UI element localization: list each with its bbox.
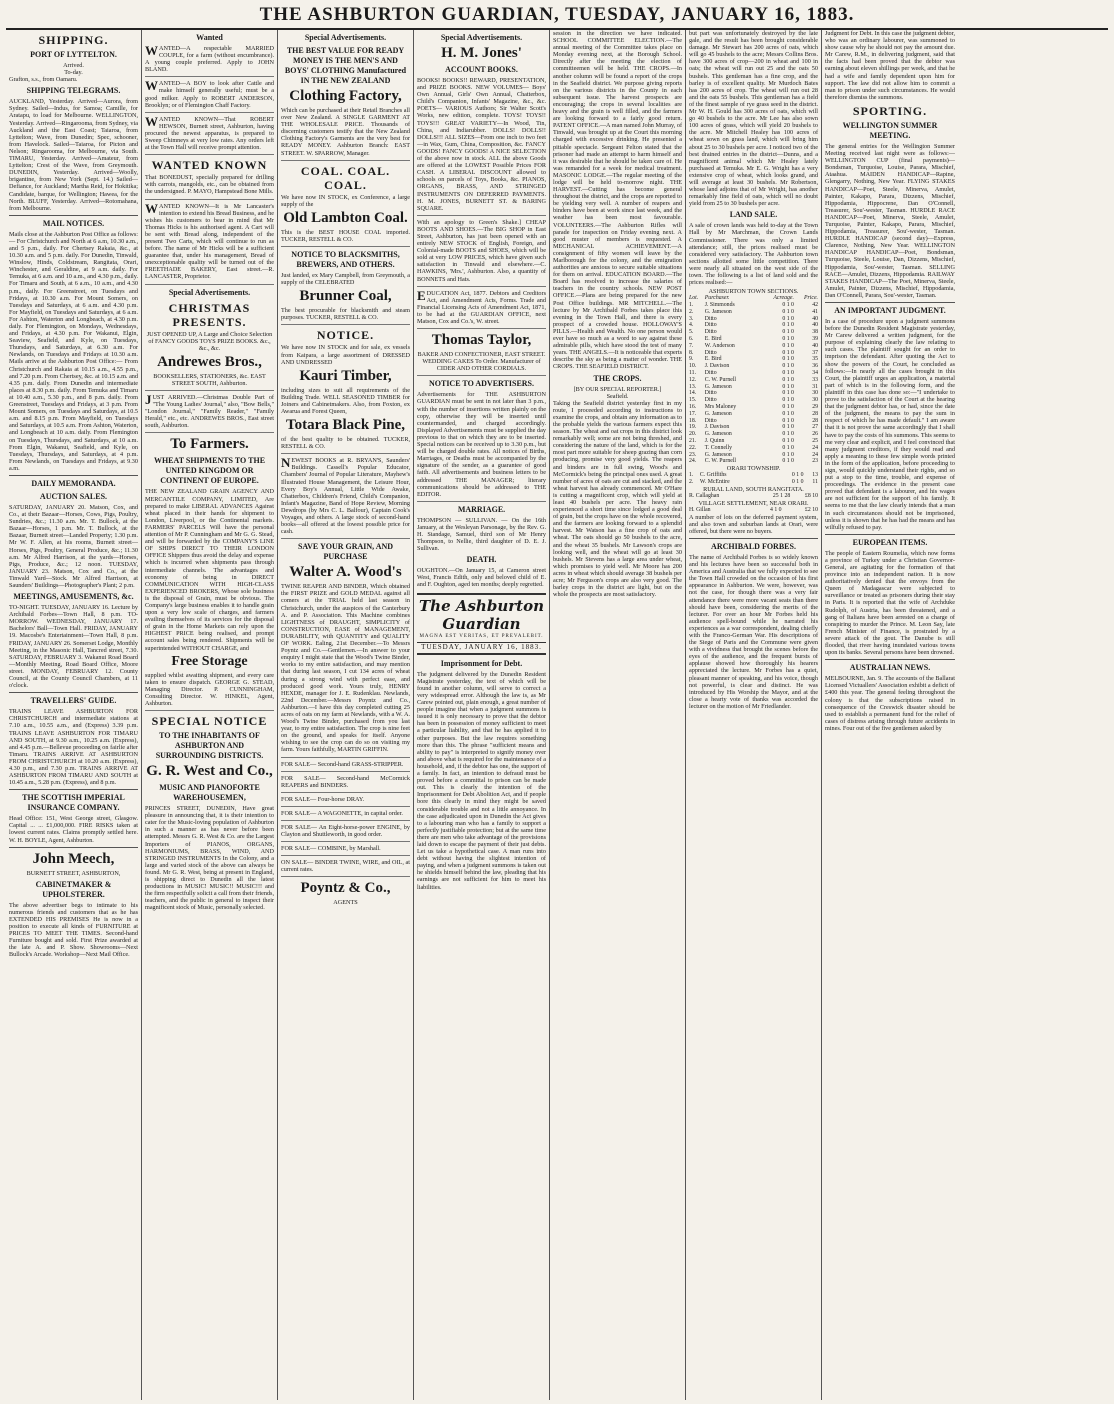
marriage-heading: MARRIAGE. [457, 504, 506, 514]
table-cell: 14. [689, 390, 697, 397]
table-cell: 25 1 28 [772, 492, 791, 499]
forbes-text: The name of Archibald Forbes is so widely known and his lectures have been so successful both in America and Australia that we fully expected to see the Town Hall crowded on the occasion of his first appearance in Ashburton. We were, however, was not the case, for though there was a very fair attendance there were more vacant seats than there should have been, considering the merits of the lecturer. For over an hour Mr Forbes held his audience spell-bound while he narrated his experiences as a war correspondent, dealing chiefly with the Franco-German War. His descriptions of the Siege of Paris and the Commune were given with a vividness that brought the scenes before the eyes of the audience, and the frequent bursts of applause showed how thoroughly his hearers appreciated the lecture. Mr Forbes has a quiet, pleasant manner of speaking, and his voice, though not powerful, is clear and distinct. He was introduced by His Worship the Mayor, and at the close a hearty vote of thanks was accorded the lecturer on the motion of Mr Friedlander. [689, 553, 818, 710]
table-row [689, 316, 818, 323]
table-cell: E. Bird [704, 336, 722, 343]
crops-text: Taking the Seafield district yesterday first in my route, I proceeded according to instructions to examine the crops, and obtain any information as to the probable yields the various farmers expect this season. The wheat and oat crops in this district look remarkably well; some are not being threshed, and considering the nature of the land, which is for the most part more suitable for sheep grazing than corn producing, promise very good yields. The reapers and binders are in full swing, Wood's and McCormick's being the principal ones used. A great number of acres of oats are cut and stacked, and the wheat harvest has already commenced. Mr O'Hare is cutting a magnificent crop, which will yield at least 40 bushels per acre. The heavy rain experienced a short time since lodged a good deal of grain, but the crops have on the whole recovered, and the farmers are looking forward to a splendid harvest. Mr Watson has a fine crop of oats and wheat. The oats should go 50 bushels to the acre, and the wheat 35 bushels. Mr Lawson's crops are looking well, and the wheat will go at least 30 bushels. Mr Stevens has a large area under wheat, which promises to yield well. Mr Moore has 200 acres in wheat which should average 38 bushels per acre; Mr Ferguson's crops are also very good. The barley crops in the district are light, but on the whole the prospects are most satisfactory. [553, 399, 682, 599]
european-heading: EUROPEAN ITEMS. [852, 537, 928, 547]
table-cell: 17. [689, 410, 697, 417]
table-cell: 0 1 0 [782, 417, 794, 424]
village-table [689, 507, 818, 514]
for-sale-1: FOR SALE— Second-hand GRASS-STRIPPER. [281, 761, 410, 772]
blacksmiths-notice-text: Just landed, ex Mary Campbell, from Greymouth, a supply of the CELEBRATED [281, 272, 410, 287]
wood-name: Walter A. Wood's [289, 564, 402, 581]
rural-heading: RURAL LAND, SOUTH RANGITATA. [703, 485, 804, 493]
table-row [689, 363, 818, 370]
table-cell: 0 1 0 [782, 390, 794, 397]
mail-text: Mails close at the Ashburton Post Office as follows:— For Christchurch and North at 6 a.m, 10.30 a.m., and 5 p.m., daily. For Chertsey Rakaia, &c., at 10.30 a.m. and 5 p.m. daily. For Dunedin, Tinwald, Winslow, Hinds, Coldstream, Rangitata, Orari, Winchester, and Geraldine, at 9 a.m. daily. For Temuka, at 6 a.m. and 10 a.m., and 4.30 p.m., daily. For Timaru and South, at 6 a.m., 10 a.m., and 4.30 p.m., daily. For Greenstreet, on Tuesdays and Fridays, at 10.30 a.m. For Mount Somers, on Tuesdays and Saturdays, at 6 a.m. and 4.30 p.m. For Mayfield, on Tuesdays and Saturdays, at 6 a.m. For Ashton, Waterton and Longbeach, at 4.30 p.m. daily. For Flemington, on Mondays, Wednesdays, and Fridays, at 4.30 p.m. For Wakanui, Elgin, Seaview, Seafield, and Kyle, on Tuesdays, Thursdays, and Saturdays, at 6.30 a.m. For Newlands, on Tuesdays and Fridays at 10.30 a.m. Mails arrive at the Ashburton Post Office:— From Christchurch and Rakaia at 10.15 a.m., 4.55 p.m., and 7.20 p.m. From Chertsey, &c. at 10.15 a.m. and 4.35 p.m. daily. From Dunedin and intermediate places at 8.30 p.m. daily. From Temuka and Timaru at 10.40 a.m., 5.30 p.m., and 8 p.m. daily. From Greenstreet, Tuesdays and Fridays, at 3 p.m. From Mount Somers, on Tuesdays and Saturdays, at 10.5 a.m. and 8.15 p.m. From Mayfield, on Tuesdays and Saturdays, at 10.5 a.m. From Ashton, Waterton, and Longbeach at 10 a.m. daily. From Flemington on Tuesdays, Thursdays, and Saturdays, at 10 a.m. From Elgin, Wakanui, Seafield, and Kyle, on Tuesdays, Thursdays, and Saturdays, at 4 p.m. From Newlands, on Tuesdays and Fridays, at 9.30 a.m. [9, 230, 138, 472]
notice-heading: NOTICE. [316, 328, 375, 343]
rural-table [689, 493, 818, 500]
table-cell: 0 1 0 [782, 376, 794, 383]
wanted-ad-2: WANTED—A BOY to look after Cattle and make himself generally useful; must be a good milker. Apply to ROBERT ANDERSON, Brooklyn; or of Flemington Chaff Factory. [145, 80, 274, 112]
table-cell: 18. [689, 417, 697, 424]
orari-table [689, 472, 818, 486]
table-cell: 1. [689, 472, 694, 479]
leader-heading: Imprisonment for Debt. [440, 658, 523, 668]
village-heading: VILLAGE SETTLEMENT, NEAR ORARI. [698, 499, 809, 507]
table-row [689, 390, 818, 397]
memo-heading: DAILY MEMORANDA. [31, 478, 116, 488]
table-cell: 0 1 0 [782, 329, 794, 336]
wanted-ad-3: WANTED KNOWN—That ROBERT HEWSON, Burnett street, Ashburton, having procured the newest apparatus, is prepared to Sweep Chimneys at very low rates. Any orders left at the Town Hall will receive prompt attention. [145, 116, 274, 155]
table-cell: 40 [812, 315, 818, 322]
storage-heading: Free Storage [171, 653, 248, 669]
table-cell: 0 1 0 [782, 438, 794, 445]
table-cell: G. Jameson [704, 308, 732, 315]
table-row [689, 377, 818, 384]
table-row [689, 424, 818, 431]
table-cell: 0 1 0 [782, 336, 794, 343]
wanted-ad-1: WANTED—A respectable MARRIED COUPLE, for a farm (without encumbrance). A young couple preferred. Apply to JOHN BLAND. [145, 45, 274, 77]
table-cell: 0 1 0 [782, 370, 794, 377]
table-cell: 22. [689, 444, 697, 451]
column-2 [142, 30, 278, 1400]
save-grain-heading: SAVE YOUR GRAIN, AND PURCHASE [297, 542, 394, 562]
table-cell: 0 1 0 [782, 444, 794, 451]
advertisers-text: Advertisements for THE ASHBURTON GUARDIAN must be sent in not later than 3 p.m., with the number of insertions written plainly on the copy, otherwise they will be inserted until countermanded, and charged accordingly. Displayed Advertisements must be supplied the day previous to that on which they are to be inserted. Special notices can be received up to 3.30 p.m., but will be charged double rates. All notices of Births, Marriages, or Deaths must be accompanied by the signature of the sender, as a guarantee of good faith. All advertisements and business letters to be addressed THE MANAGER; literary communications should be addressed to THE EDITOR. [417, 391, 546, 501]
table-row [689, 350, 818, 357]
table-row [689, 404, 818, 411]
table-cell: C. W. Purnell [704, 376, 737, 383]
crops-place: Seafield. [606, 392, 629, 400]
coal-heading: COAL. COAL. COAL. [300, 163, 391, 192]
table-row [689, 397, 818, 404]
australian-heading: AUSTRALIAN NEWS. [849, 663, 931, 673]
christmas-heading: CHRISTMAS PRESENTS. [168, 300, 251, 329]
table-cell: 23. [689, 451, 697, 458]
table-cell: 24. [689, 458, 697, 465]
lambton-coal-text: This is the BEST HOUSE COAL imported. TUCKER, RESTELL & CO. [281, 229, 410, 247]
table-cell: 0 1 0 [782, 451, 794, 458]
table-cell: G. Jameson [704, 410, 732, 417]
wanted-ad-4: That BONEDUST, specially prepared for drilling with carrots, mangolds, etc., can be obtained from the undersigned. P. MAYO, Hampstead Bone Mills. [145, 174, 274, 199]
table-cell: 13 [812, 472, 818, 479]
crops-continued-text: but part was unfortunately destroyed by the late gale, and the result has been brought considerable damage. Mr Stewart has 200 acres of oats, which will go 45 bushels to the acre; Messrs Collins Bros. have 300 acres of crop—200 in wheat and 100 in oats; the wheat will run out 25 and the oats 50 bushels. This gentleman has a fine crop, and the barley is of excellent quality. Mr Murdoch Bates has 200 acres of crop. The wheat will run out 28 and the oats 55 bushels. This gentleman has a field of the finest sample of rye grass seed in the district. Mr W. H. Gould has 300 acres of oats, which will go 40 bushels to the acre. Mr Lee has also sown 100 acres of grass, which will yield 20 bushels to the acre. Mr Mitchell Healey has 100 acres of wheat sown on grass land, which will bring him about 25 to 30 bushels per acre. I noticed two of the best drained entries in the district—Dunns, and a magnificent animal which Mr Healey lately purchased at Temuka. Mr E. G. Wright has a very extensive crop of wheat, which looks grand, and will average at least 30 bushels. Mr Robertson, whose land adjoins that of Mr Wright, has another remarkably fine field of oats, which will no doubt yield from 25 to 30 bushels per acre. [689, 30, 818, 208]
table-header-cell: Lot. [689, 295, 699, 302]
blacksmiths-notice-heading: NOTICE TO BLACKSMITHS, BREWERS, AND OTHERS. [291, 250, 400, 270]
table-row [689, 438, 818, 445]
special-notice-heading: SPECIAL NOTICE [151, 714, 268, 729]
crops-sub: [BY OUR SPECIAL REPORTER.] [573, 385, 662, 393]
table-cell: 41 [812, 308, 818, 315]
intel-heading: SHIPPING TELEGRAMS. [26, 86, 121, 96]
wanted-ad-5: WANTED KNOWN—It is Mr Lancaster's intention to extend his Bread Business, and he wishes his customers to bear in mind that Mr Thomas Hicks is his authorised agent. A Cart will be sent with Bread along, independent of the present Two Carts, which will continue to run as before. The name of Mr Hicks will be a sufficient guarantee that, under his management, Bread of unexceptionable quality will be turned out of the FREETHADE BAKERY, East street.—R. LANCASTER, Proprietor. [145, 203, 274, 285]
table-cell: J. Quinn [704, 438, 725, 445]
table-cell: G. Jameson [704, 383, 732, 390]
special-notice-sub: TO THE INHABITANTS OF ASHBURTON AND SURROUNDING DISTRICTS. [155, 731, 264, 761]
table-cell: 38 [812, 329, 818, 336]
columns [6, 30, 1108, 1400]
table-cell: 35 [812, 356, 818, 363]
column-5 [550, 30, 686, 1400]
land-sale-table [689, 295, 818, 465]
table-cell: 33 [812, 376, 818, 383]
table-cell: 12. [689, 376, 697, 383]
local-news-text: session in the direction we have indicated. SCHOOL COMMITTEE ELECTION.—The annual meeting of the Committee takes place on Monday evening next, at the Borough School. Directly after the meeting the election of committeemen will be held. THE CROPS.—In another column will be found a report of the crops in the Seafield district. We purpose giving reports on the various districts in the County in each subsequent issue. The harvest prospects are encouraging; the crops in several localities are heavy and the grain is well filled, and the farmers are looking forward to a fairly good return. PATENT OFFICE.—A man named John Murray, of Tinwald, was brought up at the Court this morning charged with excessive drinking. He presented a pitiable spectacle. Sergeant Felton stated that the prisoner had made an attempt to harm himself and it was desirable that he should be taken care of. He was remanded for a week for medical treatment. MASONIC LODGE.—The regular meeting of the lodge will be held to-morrow night. THE HARVEST.—Cutting has become general throughout the district, and the crops are reported to be yielding very well. A number of reapers and binders have been at work since last week, and the weather has been most favourable. VOLUNTEERS.—The Ashburton Rifles will parade for inspection on Friday evening next. A good muster of members is requested. A MECHANICAL ACHIEVEMENT.—A consignment of fifty women will leave by the Marlborough for the colony, and the emigration authorities are anxious to secure suitable situations for them on arrival. EDUCATION BOARD.—The Board has resolved to increase the salaries of teachers in the country schools. NEW POST OFFICE.—Plans are being prepared for the new Post Office buildings. MR MITCHELL.—The lecture by Mr Archibald Forbes takes place this evening in the Town Hall, and there is every prospect of a crowded house. HOLLOWAY'S PILLS.—Health and Wealth. No one person would ever have so much as a word to say against these admirable pills, which have stood the test of many years. THE ANGELS.—It is noticeable that experts describe the sky as being a matter of wonder. THE CROPS. THE SEAFIELD DISTRICT. [553, 30, 682, 371]
table-cell: 0 1 0 [782, 315, 794, 322]
land-sale-text: A sale of crown lands was held to-day at the Town Hall by Mr Marchman, the Crown Lands Commissioner. There was only a limited attendance; still, the prices realised must be considered very satisfactory. The Ashburton town sections allotted some little competition. There were nearly all situated on the west side of the town. The following is a list of land sold and the prices realised:— [689, 222, 818, 287]
table-cell: 37 [812, 349, 818, 356]
table-row [689, 445, 818, 452]
wellington-meeting-heading: WELLINGTON SUMMER MEETING. [842, 120, 938, 140]
meetings-heading: MEETINGS, AMUSEMENTS, &c. [13, 592, 134, 602]
masthead: THE ASHBURTON GUARDIAN, TUESDAY, JANUARY 16, 1883. [6, 4, 1108, 30]
table-cell: 23 [812, 458, 818, 465]
column-4 [414, 30, 550, 1400]
orari-heading: ORARI TOWNSHIP. [726, 465, 781, 473]
divider [9, 692, 138, 693]
for-sale-3: FOR SALE— Four-horse DRAY. [281, 796, 410, 807]
meech-trade: CABINETMAKER & UPHOLSTERER. [35, 879, 112, 899]
forbes-heading: ARCHIBALD FORBES. [711, 541, 796, 551]
for-sale-6: FOR SALE— COMBINE, by Marshall. [281, 845, 410, 856]
table-row [689, 458, 818, 465]
sporting-heading: SPORTING. [852, 103, 928, 118]
paper-date: TUESDAY, JANUARY 16, 1883. [417, 642, 546, 651]
table-cell: 28 [812, 410, 818, 417]
table-cell: G. Jameson [704, 451, 732, 458]
table-row [689, 472, 818, 479]
table-cell: R. Callaghan [689, 492, 720, 499]
guide-text: TRAINS LEAVE ASHBURTON FOR CHRISTCHURCH and intermediate stations at 7.10 a.m., 10.55 a.m., and (Express) 3.39 p.m. TRAINS LEAVE ASHBURTON FOR TIMARU AND SOUTH, at 9.30 a.m., 10.25 a.m. (Express), and 4.45 p.m.—Bellevue proceeding on fairlie after Timaru. TRAINS ARRIVE AT ASHBURTON FROM CHRISTCHURCH at 10.20 a.m. (Express), 4.30 p.m., and 7.30 p.m. TRAINS ARRIVE AT ASHBURTON FROM TIMARU AND SOUTH at 10.45 a.m., 5.28 p.m. (Express), and 8 p.m. [9, 708, 138, 787]
taylor-name: Thomas Taylor, [431, 332, 532, 349]
table-cell: 0 1 0 [782, 342, 794, 349]
totara-name: Totara Black Pine, [285, 417, 406, 434]
divider [825, 534, 955, 535]
best-value-heading: THE BEST VALUE FOR READY MONEY IS THE MEN'S AND BOYS' CLOTHING Manufactured IN THE NEW ZEALAND [284, 46, 407, 85]
table-cell: 31 [812, 383, 818, 390]
table-row [689, 418, 818, 425]
table-cell: Ditto [704, 417, 717, 424]
table-cell: 34 [812, 370, 818, 377]
andrewes-text: BOOKSELLERS, STATIONERS, &c. EAST STREET SOUTH, Ashburton. [145, 373, 274, 391]
table-row [689, 302, 818, 309]
table-cell: 42 [812, 302, 818, 309]
table-cell: 36 [812, 363, 818, 370]
table-cell: 30 [812, 390, 818, 397]
european-text: The people of Eastern Roumelia, which now forms a province of Turkey under a Christian Governor-General, are agitating for the formation of that province into an independent nation. It is now authoritatively denied that the envoys from the Queen of Madagascar were subjected to surveillance or treated as prisoners during their stay in Paris. It is reported that the wife of Archduke Rudolph, of Austria, has been threatened, and a gang of Italians have been arrested on a charge of conspiring to murder the Prince. M. Leon Say, late French Minister of Finance, is prostrated by a severe attack of the gout. The Danube is still flooded, that river having inundated various towns upon its banks. Several persons have been drowned. [825, 549, 955, 657]
table-cell: 26 [812, 431, 818, 438]
advertisers-heading: NOTICE TO ADVERTISERS. [428, 379, 534, 389]
divider [689, 538, 818, 539]
insurance-heading: THE SCOTTISH IMPERIAL INSURANCE COMPANY. [22, 793, 125, 813]
table-cell: Mrs Maloney [704, 404, 737, 411]
taylor-text: BAKER AND CONFECTIONER, EAST STREET. WEDDING CAKES To Order. Manufacturer of CIDER AND OTHER CORDIALS. [417, 351, 546, 376]
table-cell: 0 1 0 [782, 302, 794, 309]
table-cell: 0 1 0 [782, 397, 794, 404]
table-row [689, 431, 818, 438]
jones-text: BOOKS! BOOKS!! REWARD, PRESENTATION, and PRIZE BOOKS. NEW VOLUMES— Boys' Own Annual, Girls' Own Annual, Chatterbox, Child's Companion, Infants' Magazine, &c., &c. POETS— VARIOUS Authors; Sir Walter Scott's Works, new edition, complete. TOYS! TOYS!! TOYS!!! GREAT VARIETY—In Wood, Tin, China, and Indiarubber. DOLLS! DOLLS!! DOLLS!!! ALL SIZES—From one inch to two feet—in Wax, Gum, China, Composition, &c. FANCY GOODS! FANCY GOODS! A NICE SELECTION of the above now in stock. ALL the above Goods are offered at the LOWEST Possible Prices FOR CASH. A LIBERAL DISCOUNT allowed to schools on parcels of Toys, Books, &c. PIANOS, ORGANS, BRASS, AND STRINGED INSTRUMENTS ON DEFERRED PAYMENTS. H. M. JONES, BURNETT ST. & BARING SQUARE. [417, 77, 546, 216]
for-sale-5: FOR SALE— An Eight-horse-power ENGINE, by Clayton and Shuttleworth, in good order. [281, 824, 410, 842]
cheap-boots-text: With an apology to Green's Shake.] CHEAP BOOTS AND SHOES.—The BIG SHOP in East Street, Ashburton, has just been opened with an entirely NEW STOCK of English, Foreign, and Colonial-made BOOTS and SHOES, which will be sold at very LOW PRICES, which have given such satisfaction in Tinwald and elsewhere.—C. HAWKINS, 'Mrs.', Ashburton. Also, a quantity of BONNETS and Hats. [417, 219, 546, 287]
table-cell: 1. [689, 302, 694, 309]
column-1 [6, 30, 142, 1400]
table-cell: 2. [689, 479, 694, 486]
table-cell: Ditto [704, 370, 717, 377]
table-cell: 16. [689, 404, 697, 411]
table-cell: 11. [689, 370, 697, 377]
table-cell: C. Griffiths [699, 472, 727, 479]
wood-text: TWINE REAPER AND BINDER, Which obtained the FIRST PRIZE and GOLD MEDAL against all comers at the TRIAL held last season in Christchurch, under the auspices of the Canterbury A. and P. Association. This Machine combines LIGHTNESS of DRAUGHT, SIMPLICITY of CONSTRUCTION, EASE of MANAGEMENT, DURABILITY, with QUANTITY and QUALITY OF WORK. Ealing, 21st December.—To Messrs Poyntz and Co.—Gentlemen.—In answer to your enquiry I might state that the Wood's Twine Binder, works to my entire satisfaction, and may mention that during last season, I cut 134 acres of wheat during a strong wind with perfect ease, and produced good work. Yours truly, HENRY HEXDE, manager for J. E. Rudenklau. Newlands, 22nd December.—Messrs Poyntz and Co., Ashburton.—I have this day completed cutting 25 acres of oats on my farm at Newlands, with a W. A. Wood's Twine Binder, purchased from you last year, to my entire satisfaction. The crop is nine feet on the ground, and speaks for itself. Anyone wishing to see the crop can do so on visiting my farm. Yours faithfully, MARTIN GRIFFIN. [281, 583, 410, 757]
table-cell: 0 1 0 [782, 458, 794, 465]
table-cell: 11 [812, 479, 818, 486]
crops-heading: THE CROPS. [593, 373, 642, 383]
table-row [689, 370, 818, 377]
meetings-text: TO-NIGHT. TUESDAY, JANUARY 16. Lecture by Archibald Forbes—Town Hall, 8 p.m. TO-MORROW. WEDNESDAY, JANUARY 17. Bachelors' Ball—Town Hall. FRIDAY, JANUARY 19. Macosbe's Entertainment—Town Hall, 8 p.m. FRIDAY, JANUARY 26. Somerset Lodge, Monthly Meeting, in the Masonic Hall, Tancred street, 7.30. SATURDAY, FEBRUARY 3. Wakanui Road Board—Monthly Meeting, Road Board Office, Moore street. MONDAY, FEBRUARY 12. County Council, at the County Council Chambers, at 11 o'clock. [9, 604, 138, 690]
meech-address: BURNETT STREET, ASHBURTON, [26, 869, 121, 877]
table-cell: 3. [689, 315, 694, 322]
table-cell: 4 1 0 [769, 506, 782, 513]
divider [9, 215, 138, 216]
table-cell: J. Davison [704, 424, 730, 431]
special-ads-heading: Special Advertisements. [440, 33, 523, 42]
table-row [689, 411, 818, 418]
meech-name: John Meech, [32, 850, 115, 867]
table-cell: 15. [689, 397, 697, 404]
clothing-factory-name: Clothing Factory, [289, 88, 402, 104]
table-cell: 0 1 0 [782, 322, 794, 329]
table-cell: 40 [812, 342, 818, 349]
table-cell: G. Jameson [704, 431, 732, 438]
notice-text: We have now IN STOCK and for sale, ex vessels from Kaipara, a large assortment of DRESSED AND UNDRESSED [281, 344, 410, 366]
death-text: OUGHTON.—On January 15, at Cameron street West, Francis Edith, only and beloved child of E. and F. Oughton, aged ten months; deeply regretted. [417, 567, 546, 589]
poyntz-name: Poyntz & Co., [300, 880, 391, 897]
table-cell: 8. [689, 349, 694, 356]
table-header-cell: Price. [803, 295, 818, 302]
judgment-heading: AN IMPORTANT JUDGMENT. [834, 306, 946, 315]
meech-text: The above advertiser begs to intimate to his numerous friends and customers that as he has EXTENDED HIS PREMISES He is now in a position to execute all kinds of FURNITURE at PRICES TO MEET THE TIMES. Second-hand Furniture bought and sold. First Prize awarded at the late A. and P. Show. Showrooms—Next Bullock's Arcade. Workshop—Next Mail Office. [9, 901, 138, 959]
table-cell: 0 1 0 [782, 431, 794, 438]
wanted-heading: Wanted [196, 33, 223, 42]
table-cell: £8 10 [804, 492, 818, 499]
west-text: PRINCES STREET, DUNEDIN, Have great pleasure in announcing that, it is their intention to cater for the Music-loving population of Ashburton in such a manner as has never before been attempted. Messrs G. R. West & Co. are the Largest Importers of PIANOS, ORGANS, HARMONIUMS, BRASS, WIND, AND STRINGED INSTRUMENTS In the Colony, and a large and varied stock of the above can always be found. Mr G. R. West, being at present in England, is shipping direct to Dunedin all the latest productions in MUSIC! MUSIC!! MUSIC!!! and the firm respectfully solicit a call from their friends, teachers, and the public in general to inspect their magnificent stock of Music, personally selected. [145, 805, 274, 912]
table-cell: Ditto [704, 349, 717, 356]
table-cell: H. Gillan [689, 506, 711, 513]
table-row [689, 479, 818, 486]
table-cell: E. Bird [704, 356, 722, 363]
table-cell: 39 [812, 336, 818, 343]
special-ads-heading: Special Advertisements. [168, 287, 251, 297]
table-cell: 4. [689, 322, 694, 329]
column-7-intro-text: Judgment for Debt. In this case the judgment debtor, who was an ordinary labourer, was summoned to show cause why he should not pay the amount due. Mr Carew, R.M., in delivering judgment, said that the facts had been proved that the debtor was earning about eleven shillings per week, and that he had a wife and family dependent upon him for support. The law did not allow him to commit a man to prison under such circumstances. He would therefore dismiss the summons. [825, 30, 956, 101]
table-row [689, 322, 818, 329]
christmas-text: JUST OPENED UP, A Large and Choice Selection of FANCY GOODS TOYS PRIZE BOOKS. &c., &c., &c. [146, 330, 273, 352]
table-cell: 0 1 0 [782, 363, 794, 370]
port-heading: PORT OF LYTTELTON. [30, 50, 117, 59]
table-cell: 30 [812, 397, 818, 404]
table-cell: 19. [689, 424, 697, 431]
column-6 [686, 30, 822, 1400]
west-trade: MUSIC AND PIANOFORTE WAREHOUSEMEN, [159, 783, 260, 803]
table-cell: 28 [812, 417, 818, 424]
table-cell: 40 [812, 322, 818, 329]
table-cell: 5. [689, 329, 694, 336]
storage-text: supplied whilst awaiting shipment, and every care taken to ensure dispatch. GEORGE G. STEAD, Managing Director. P. CUNNINGHAM, Consulting Director. W. HINKEL, Agent, Ashburton. [145, 672, 274, 711]
australian-text: MELBOURNE, Jan. 9. The accounts of the Ballarat Licensed Victuallers' Association exhibit a deficit of £400 this year. The general feeling throughout the colony is that the subscriptions raised in consequence of the Creswick disaster should be used to establish a permanent fund for the relief of cases of distress arising through future accidents in mines. Four out of the five gentlemen asked by [825, 675, 955, 732]
table-cell: 0 1 0 [791, 472, 804, 479]
farmers-heading: To Farmers. [170, 436, 249, 453]
judgment-text: In a case of procedure upon a judgment summons before the Dunedin Resident Magistrate yesterday, Mr Carew delivered a written judgment, for the purpose of explaining clearly the law relating to such cases. The plaintiff sought for an order to imprison the defendant. After quoting the Act to show the powers of the Court, he concluded as follows:—In nearly all the cases brought in this Court, the plaintiff urges an application, a material part of which is in the following form, and the plaintiff in this case has done so:—"I undertake to prove to the satisfaction of the Court at the hearing that the judgment debtor has, or had, since the date of the judgment, the means to pay the sum in respect of which he has made default." I am aware that it is not prove the same accordingly that I shall have to pay the costs of his summons. This seems to me very clear and explicit, and I feel convinced that many judgment creditors, if they would read and apply a meaning to these few simple words printed in the form of the application, before proceeding to sign, would quickly understand their rights, and so put a stop to the time, trouble, and expense of proceedings. The evidence in the present case proved that defendant is a labourer, and his wages are not sufficient for the support of his family. It seems to me that the law clearly intends that a man in such circumstances should not be imprisoned, unless it is shown that he has had the means and has wilfully refused to pay. [825, 318, 955, 531]
kauri-timber-name: Kauri Timber, [299, 367, 392, 384]
table-row [689, 343, 818, 350]
auction-heading: AUCTION SALES. [39, 491, 108, 501]
arrived-text: Grafton, s.s., from Oamaru. [9, 76, 78, 84]
arrived-date: To-day. [64, 69, 83, 77]
table-cell: T. Connelly [704, 444, 733, 451]
leader-text: The judgment delivered by the Dunedin Resident Magistrate yesterday, the text of which will be found in another column, will serve to correct a very widespread error. Although the law is, as Mr Carew pointed out, plain enough, a great number of people imagine that when a judgment summons is issued it is only necessary to prove that the debtor has been in possession of money sufficient to meet a particular liability, and that he has applied it to other purposes. But the law requires something more than this. The phrase "sufficient means and ability to pay" is interpreted to signify money over and above what is required for the maintenance of a household, and, if the debtor has one, the support of a family. In fact, an intention to defraud must be proved before a committal to prison can be made out. This is clearly the intention of the Imprisonment for Debt Abolition Act, and if people bore this clearly in mind they might be saved considerable trouble and not a little annoyance. In the case adjudicated upon in Dunedin the Act gives to a labouring man who has a family to support a perfectly justifiable protection; but at the same time there are men who take advantage of the provisions laid down to escape the payment of their just debts. Let us take a hypothetical case. A man runs into debt without having the slightest intention of paying, and when a judgment summons is taken out he shields himself behind the law, pleading that his earnings are not sufficient for him to meet his liabilities. [417, 670, 546, 891]
intel-text: AUCKLAND, Yesterday. Arrived—Aurora, from Sydney. Sailed—Indus, for Samoa; Camille, for Aratapu, to load for Melbourne. WELLINGTON, Yesterday. Arrived—Ringarooma, from Sydney, via Auckland and the East Coast; Taiaroa, from Lyttelton; Wave, from Dunedin; Spec, schooner, from Havelock. Sailed—Taiaroa, for Picton and Nelson; Ringarooma, for Melbourne, via South. TIMARU, Yesterday. Arrived—Amateur, from Lyttelton; Crest of the Wave, from Greymouth. DUNEDIN, Yesterday. Arrived—Woolly, brigantine, from New York (Sept. 14.) Sailed—Defiance, for Auckland; Martha Reid, for Hokitika; Candidate, barque, for Wellington; Hawea, for the North. BLUFF, Yesterday. Arrived—Rotomahana, from Melbourne. [9, 98, 138, 212]
column-3 [278, 30, 414, 1400]
table-cell: J. Simmonds [704, 302, 735, 309]
table-cell: 20. [689, 431, 697, 438]
divider [825, 659, 955, 660]
editorial-banner [417, 593, 546, 655]
wheat-heading: WHEAT SHIPMENTS TO THE UNITED KINGDOM OR CONTINENT OF EUROPE. [153, 456, 266, 486]
table-cell: 24 [812, 451, 818, 458]
table-cell: J. Davison [704, 363, 730, 370]
divider [825, 302, 955, 303]
table-cell: 0 1 0 [791, 479, 804, 486]
poyntz-text: AGENTS [333, 899, 358, 907]
table-cell: 7. [689, 342, 694, 349]
table-cell: 0 1 0 [782, 424, 794, 431]
education-act-text: EDUCATION Act, 1877. Debtors and Creditors Act, and Amendment Acts, Forms. Trade and Financial Licensing Acts of Amendment Act, 1871, to be had at the GUARDIAN OFFICE, next Matson, Cox and Co.'s, W. street. [417, 290, 546, 329]
shipping-heading: SHIPPING. [38, 33, 109, 47]
lambton-coal-name: Old Lambton Coal. [283, 209, 408, 226]
jones-name: H. M. Jones' [441, 45, 522, 61]
brunner-coal-text: The best procurable for blacksmith and steam purposes. TUCKER, RESTELL & CO. [281, 307, 410, 325]
table-row [689, 309, 818, 316]
table-cell: 0 1 0 [782, 349, 794, 356]
west-name: G. R. West and Co., [146, 763, 273, 780]
table-cell: 0 1 0 [782, 383, 794, 390]
land-sale-after: A number of lots on the deferred payment system, and also town and suburban lands at Orari, were offered, but there were no buyers. [689, 513, 818, 535]
table-cell: 24 [812, 444, 818, 451]
special-ads-heading: Special Advertisements. [304, 33, 387, 42]
totara-text: of the best quality to be obtained. TUCKER, RESTELL & CO. [281, 436, 410, 454]
table-cell: Ditto [704, 315, 717, 322]
mail-heading: MAIL NOTICES. [42, 218, 105, 228]
paper-logo: The Ashburton Guardian [419, 596, 544, 633]
table-cell: 0 1 0 [782, 308, 794, 315]
table-row [689, 329, 818, 336]
table-cell: 0 1 0 [782, 410, 794, 417]
table-header-cell: Acreage. [773, 295, 794, 302]
wanted-known-heading: WANTED KNOWN [151, 158, 268, 173]
table-cell: 6. [689, 336, 694, 343]
table-cell: 29 [812, 404, 818, 411]
wheat-text: THE NEW ZEALAND GRAIN AGENCY AND MERCANTILE COMPANY, LIMITED, Are prepared to make LIBERAL ADVANCES Against wheat placed in their hands for shipment to London, Liverpool, or the Continental markets. FARMERS' PARCELS Will have the personal attention of Mr P. Cunningham and Mr G. G. Stead, and will be forwarded by the COMPANY'S LINE OF SHIPS DIRECT TO THEIR LONDON OFFICE Shippers thus avoid the delay and expense which is incurred when shipments pass through intermediate channels. The advantages and economy of being in DIRECT COMMUNICATION WITH HIGH-CLASS EXPERIENCED BROKERS, Whose sole business is the disposal of Grain, must be obvious. The Company's large business enables it to handle grain upon a very low scale of charges, and farmers availing themselves of its services for the disposal of grain in the Home Markets can rely upon the HIGHEST PRICE being realised, and prompt account sales being rendered. Shipments will be superintended WITHOUT CHARGE, and [145, 488, 274, 652]
guide-heading: TRAVELLERS' GUIDE. [30, 696, 117, 706]
table-cell: 25 [812, 438, 818, 445]
table-cell: C. W. Purnell [704, 458, 737, 465]
table-cell: 2. [689, 308, 694, 315]
andrewes-name: Andrewes Bros., [157, 353, 262, 370]
table-header-row [689, 295, 818, 302]
for-sale-4: FOR SALE— A WAGONETTE, in capital order. [281, 810, 410, 821]
table-row [689, 507, 818, 514]
table-cell: 0 1 0 [782, 356, 794, 363]
newest-books-text: NEWEST BOOKS at R. BRYAN'S, Saunders' Buildings. Cassell's Popular Educator, Chambers' Journal of Popular Literature, Mayhew's Illustrated House Management, the Leisure Hour, Every Boy's Annual, Little Wide Awake, Chatterbox, Children's Friend, Child's Companion, Infant's Magazine, Band of Hope Review, Morning Dewdrops (by Mrs C. L. Balfour), Captain Cook's Voyages, and others. A large stock of second-hand books—all offered at the lowest possible price for cash. [281, 457, 410, 539]
auction-text: SATURDAY, JANUARY 20. Matson, Cox, and Co., at their Bazaar—Horses, Cows, Pigs, Poultry, Sundries, &c.; 11.30 a.m. Mr. T. Bullock, at the Bazaar—Horses, 1 p.m. Mr. T. Bullock, at the Bazaar, Burnett street—Landed Property; 1.30 p.m. Mr W. F. Allen, at his rooms, Burnett street—Horses, Pigs, Poultry, General Produce, &c.; 11.30 a.m. Mr Alfred Harrison, at the yards—Horses, Pigs, Produce, &c.; 12 noon. TUESDAY, JANUARY 23. Matson, Cox and Co., at the Tinwald Yard—Stock. Mr Alfred Harrison, at Saunders' Buildings—Photographer's Plant; 2 p.m. [9, 503, 138, 589]
table-header-cell: Purchaser. [704, 295, 730, 302]
column-7 [822, 30, 958, 1400]
divider [9, 789, 138, 790]
for-sale-2: FOR SALE— Second-hand McCormick REAPERS and BINDERS. [281, 775, 410, 793]
table-cell: 13. [689, 383, 697, 390]
brunner-coal-name: Brunner Coal, [299, 288, 392, 305]
table-row [689, 452, 818, 459]
for-sale-7: ON SALE— BINDER TWINE, WIRE, and OIL, at current rates. [281, 859, 410, 877]
land-sale-heading: LAND SALE. [729, 210, 778, 220]
table-cell: 9. [689, 356, 694, 363]
table-cell: 27 [812, 424, 818, 431]
table-row [689, 336, 818, 343]
table-row [689, 356, 818, 363]
kauri-timber-text: including sizes to suit all requirements of the Building Trade. WELL SEASONED TIMBER for Joiners and Cabinetmakers. Also, from Foxton, ex Awarua and Forest Queen, [281, 386, 410, 415]
insurance-text: Head Office: 151, West George street, Glasgow. Capital ... ... £1,000,000. FIRE RISKS taken at lowest current rates. Claims promptly settled here. W. H. BOYLE, Agent, Ashburton. [9, 815, 138, 844]
table-cell: Ditto [704, 390, 717, 397]
table-cell: Ditto [704, 329, 717, 336]
table-cell: W. Anderson [704, 342, 735, 349]
town-sections-heading: ASHBURTON TOWN SECTIONS. [708, 288, 799, 296]
marriage-text: THOMPSON — SULLIVAN. — On the 16th January, at the Wesleyan Parsonage, by the Rev. G. H. Standage, Samuel, third son of Mr Henry Thompson, to Nellie, third daughter of D. E. J. Sullivan. [417, 516, 546, 553]
table-cell: Ditto [704, 397, 717, 404]
divider [9, 475, 138, 476]
table-row [689, 493, 818, 500]
table-cell: 21. [689, 438, 697, 445]
coal-text: We have now IN STOCK, ex Conference, a large supply of the [281, 193, 410, 208]
just-arrived-text: JUST ARRIVED.—Christmas Double Part of "The Young Ladies' Journal," also, "Bow Bells," "London Journal," "Family Reader," "Family Herald," etc., etc. ANDREWES BROS., East street south, Ashburton. [145, 394, 274, 433]
divider [9, 847, 138, 848]
clothing-factory-text: Which can be purchased at their Retail Branches all over New Zealand. A SINGLE GARMENT AT THE WHOLESALE PRICE. Thousands of discerning customers testify that the New Zealand Clothing Factory's Garments are the very best for READY MONEY. Ashburton Branch: EAST STREET. W. SPARROW, Manager. [281, 107, 410, 161]
death-heading: DEATH. [466, 555, 497, 565]
arrived-heading: Arrived. [63, 62, 84, 69]
table-cell: 10. [689, 363, 697, 370]
table-row [689, 384, 818, 391]
table-cell: £2 10 [804, 506, 818, 513]
paper-motto: MAGNA EST VERITAS, ET PREVALEBIT. [419, 633, 544, 639]
table-cell: Ditto [704, 322, 717, 329]
sporting-text: The general entries for the Wellington Summer Meeting received last night were as follows:— WELLINGTON CUP (final payments)—Bondsman, Turquoise, Louise, Parara, Mischief, Ataahua. MAIDEN HANDICAP—Rapine, Glengarry, Nothing, New Year. FLYING STAKES HANDICAP—Poet, Steele, Minerva, Amulet, Painter, Kakapo, Parara, Dizzens, Mischief, Hippodamia, Hippocrene, Dan O'Connell, Treasurer, Sou'-wester, Tasman. HURDLE RACE HANDICAP—Poet, Minerva, Steele, Amulet, Turquoise, Painter, Kakapo, Parara, Mischief, Hippodamia, Treasurer, Sou'-wester, Tasman. HURDLE HANDICAP (second day)—Express, Clarence, Nothing, New Year. WELLINGTON HANDICAP HANDICAP—Poet, Bondsman, Turquoise, Steele, Louise, Dan, Dizzens, Mischief, Hippodamia, Sou'-wester, Tasman. SELLING RACE—Amulet, Dizzens, Hippodamia. RAILWAY STAKES HANDICAP—The Poet, Minerva, Steele, Amulet, Painter, Dizzens, Mischief, Hippodamia, Dan O'Connell, Parara, Sou'-wester, Tasman. [825, 142, 955, 299]
table-cell: 0 1 0 [782, 404, 794, 411]
table-cell: W. McEntire [699, 479, 730, 486]
jones-sub: ACCOUNT BOOKS. [445, 65, 518, 74]
